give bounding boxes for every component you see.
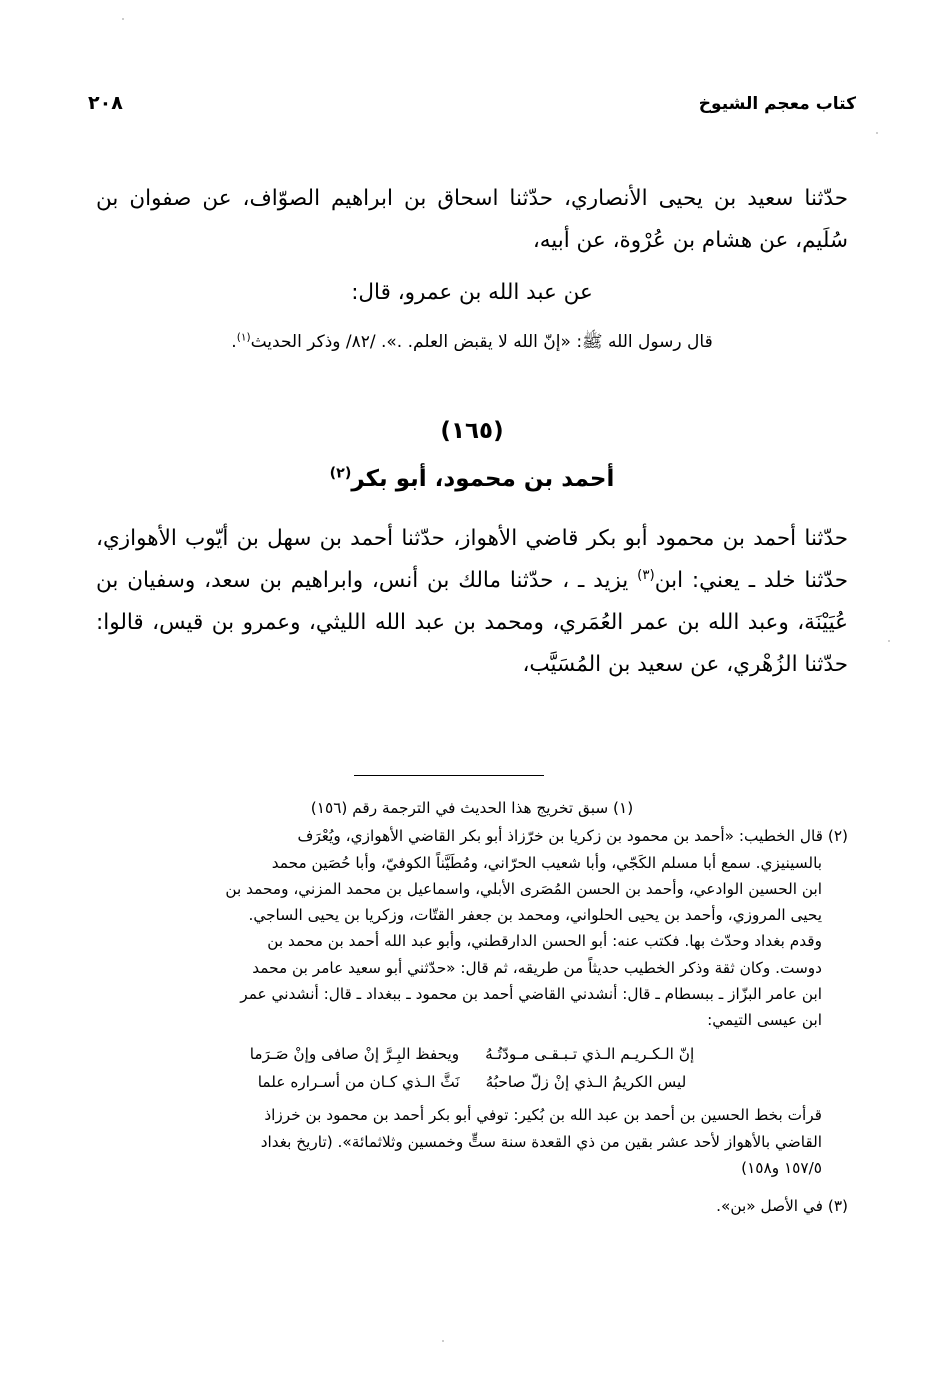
- paragraph-1: حدّثنا سعيد بن يحيى الأنصاري، حدّثنا اسحاق بن ابراهيم الصوّاف، عن صفوان بن سُلَيم، عن هشام بن عُرْوة، عن أبيه،: [96, 186, 848, 253]
- verse-line: [96, 1040, 848, 1068]
- section-title: [96, 466, 848, 492]
- footnote-2-tail-line: القاضي بالأهواز لأحد عشر بقين من ذي القعدة سنة ستٍّ وخمسين وثلاثمائة». (تاريخ بغداد: [260, 1132, 822, 1151]
- footnote-ref-2: (٢): [329, 465, 352, 482]
- footnote-divider: [354, 775, 544, 776]
- footnote-2-tail-line: قرأت بخط الحسين بن أحمد بن عبد الله بن بُكير: توفي أبو بكر أحمد بن محمود بن خرزاذ: [264, 1106, 822, 1125]
- verse-hemistich-right: إنّ الـكـريـم الـذي تـبـقـى مـودّتُـهُ: [485, 1044, 695, 1063]
- paragraph-2: عن عبد الله بن عمرو، قال:: [351, 279, 593, 305]
- footnote-ref-3: (٣): [637, 567, 655, 583]
- page-header: [88, 92, 856, 114]
- page-number: ٢٠٨: [88, 92, 123, 114]
- footnote-3: (٣) في الأصل «بن».: [716, 1197, 848, 1216]
- paragraph-4-part-a: حدّثنا أحمد بن محمود أبو بكر قاضي الأهواز، حدّثنا أحمد بن سهل بن أيّوب الأهوازي، حدّثنا خلد ـ يعني: ابن: [96, 526, 848, 593]
- scan-speckle: [888, 640, 890, 642]
- paragraph-3: [96, 326, 848, 358]
- section-number: (١٦٥): [440, 418, 504, 445]
- footnotes-block: [96, 795, 848, 1219]
- footnote-2-line: ابن الحسين الوادعي، وأحمد بن الحسن المُصَرى الأبلي، واسماعيل بن محمد المزني، ومحمد بن: [225, 879, 822, 898]
- footnote-2-line: وقدم بغداد وحدّث بها. فكتب عنه: أبو الحسن الدارقطني، وأبو عبد الله أحمد بن محمد بن: [267, 932, 822, 951]
- paragraph-3-text: قال رسول الله ﷺ: «إنّ الله لا يقبض العلم. .». /٨٢/ وذكر الحديث: [250, 331, 713, 352]
- footnote-1: (١) سبق تخريج هذا الحديث في الترجمة رقم (١٥٦): [310, 799, 634, 817]
- verse-hemistich-right: ليس الكريمُ الـذي إنْ زلّ صاحبُهُ: [485, 1072, 687, 1091]
- book-title: كتاب معجم الشيوخ: [698, 94, 856, 114]
- paragraph-3-tail: .: [231, 331, 237, 352]
- footnote-2-line: ابن عيسى التيمي:: [707, 1011, 822, 1030]
- verse-hemistich-left: ويحفظ البِـرَّ إنْ صافى وإنْ صَـرَما: [249, 1044, 460, 1063]
- footnote-2-line: ابن عامر البزّاز ـ ببسطام ـ قال: أنشدني القاضي أحمد بن محمود ـ ببغداد ـ قال: أنشدني عمر: [240, 985, 822, 1004]
- verse-block: [96, 1040, 848, 1097]
- footnote-2-line: دوست. وكان ثقة وذكر الخطيب حديثاً من طريقه، ثم قال: «حدّثني أبو سعيد عامر بن محمد: [252, 958, 822, 977]
- section-title-text: أحمد بن محمود، أبو بكر: [351, 466, 615, 493]
- verse-line: [96, 1068, 848, 1096]
- scan-speckle: [876, 132, 878, 134]
- paragraph-4: [96, 518, 848, 686]
- footnote-2-line: (٢) قال الخطيب: «أحمد بن محمود بن زكريا بن خرّزاذ أبو بكر القاضي الأهوازي، ويُعْرَف: [297, 827, 848, 846]
- body-text: [96, 178, 848, 686]
- footnote-2-tail-line: ١٥٧/٥ و١٥٨): [741, 1158, 822, 1177]
- footnote-2-line: بالسينيزي. سمع أبا مسلم الكَجّي، وأبا شعيب الحرّاني، ومُطَيَّناً الكوفيّ، وأبا حُصَين محمد: [271, 853, 822, 872]
- footnote-2-line: يحيى المروزي، وأحمد بن يحيى الحلواني، ومحمد بن جعفر القتّات، وزكريا بن يحيى الساجي.: [248, 906, 822, 925]
- scan-speckle: [122, 18, 124, 20]
- paragraph-4-part-b: يزيد ـ ، حدّثنا مالك بن أنس، وابراهيم بن سعد، وسفيان بن عُيَيْنَة، وعبد الله بن عمر العُمَري، ومحمد بن عبد الله الليثي، وعمرو بن قيس، قالوا: حدّثنا الزُهْري، عن سعيد بن المُسَيَّب،: [96, 567, 848, 677]
- footnote-2-tail: [96, 1102, 848, 1181]
- footnote-ref-1: (١): [236, 331, 251, 344]
- footnote-2: [96, 823, 848, 1033]
- scan-speckle: [442, 1340, 444, 1342]
- verse-hemistich-left: نَثَّ الـذي كـان من أسـراره علما: [257, 1072, 460, 1091]
